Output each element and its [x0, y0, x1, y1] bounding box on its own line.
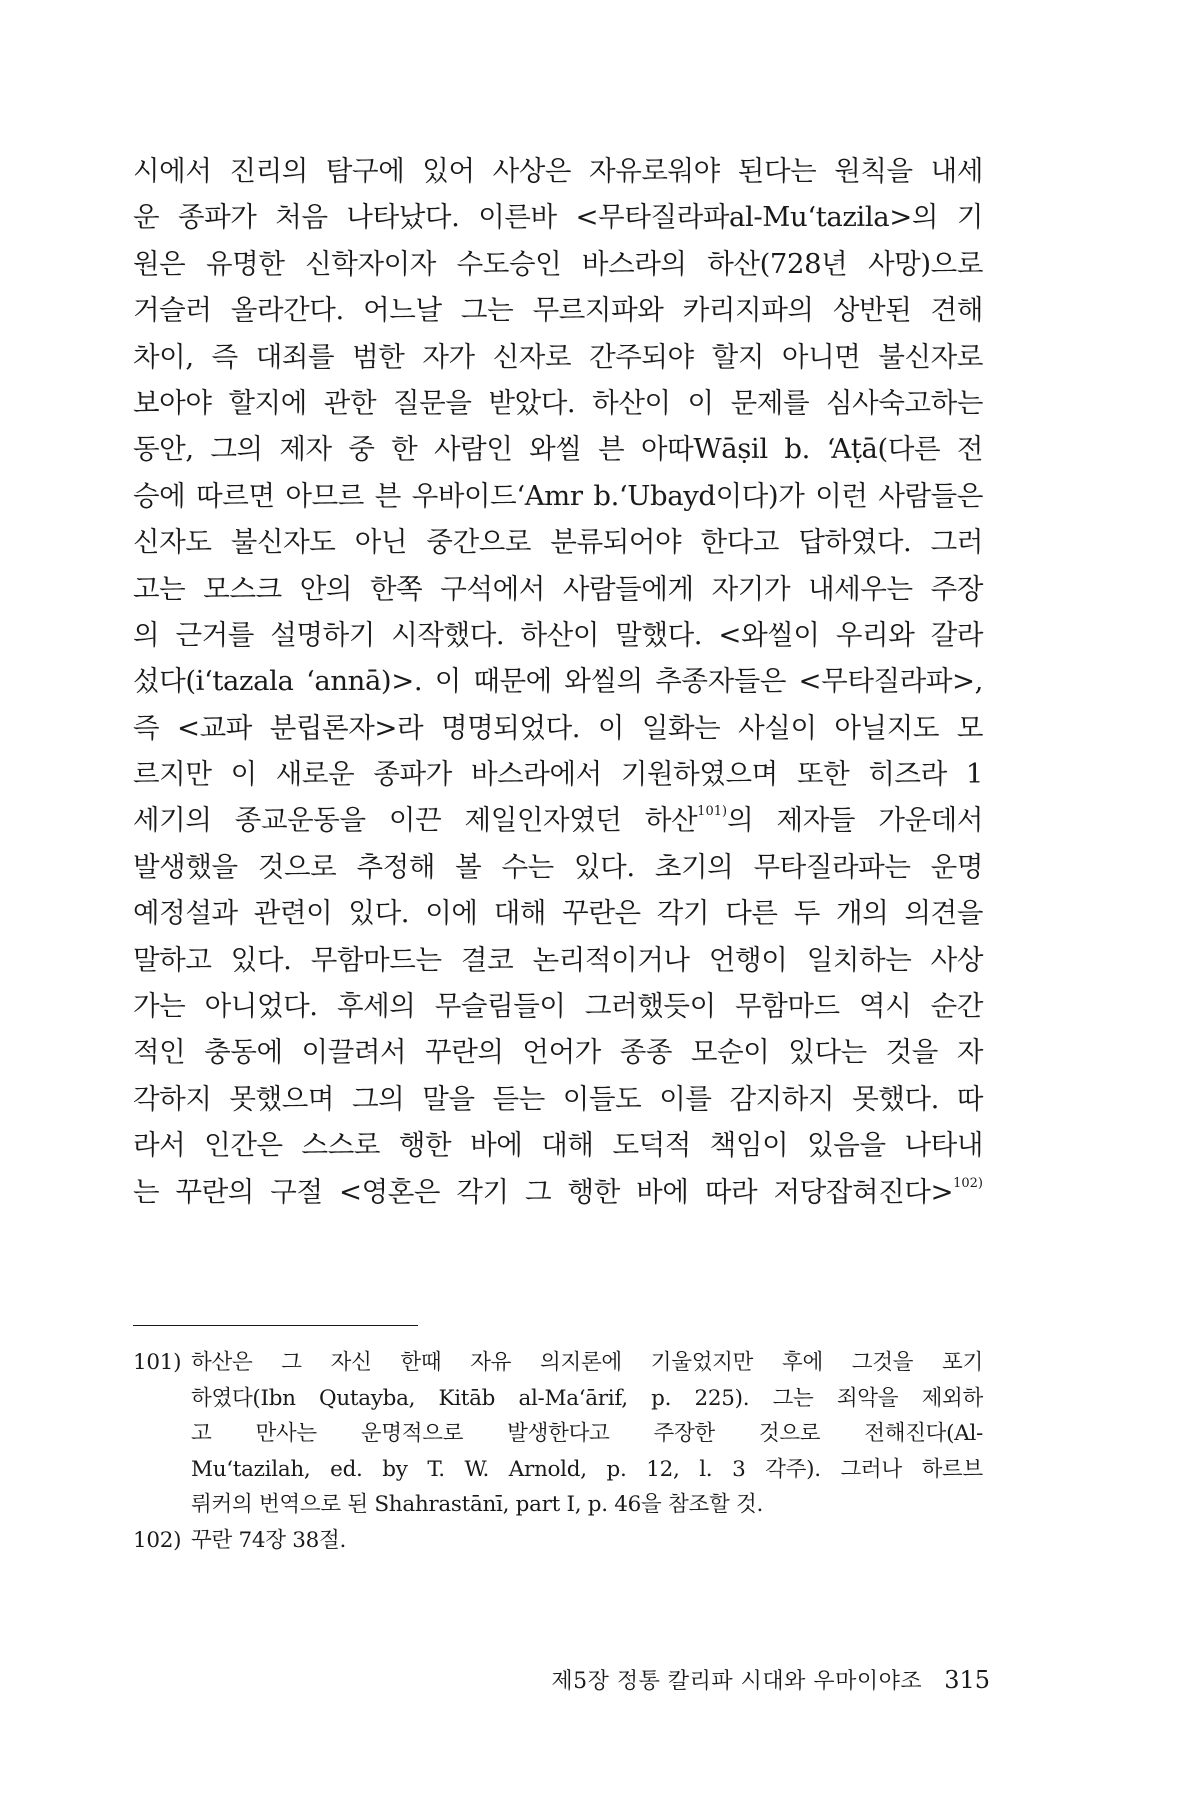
- footnote-ref-101: 101): [697, 804, 728, 820]
- text-line-12: 섰다(i‘tazala ‘annā)>. 이 때문에 와씰의 추종자들은 <무타질라파>,: [133, 665, 983, 698]
- text-line-7: 동안, 그의 제자 중 한 사람인 와씰 븐 아따Wāṣil b. ‘Aṭā(다른 전: [133, 433, 983, 466]
- text-line-11: 의 근거를 설명하기 시작했다. 하산이 말했다. <와씰이 우리와 갈라: [133, 618, 983, 651]
- text-line-22: 라서 인간은 스스로 행한 바에 대해 도덕적 책임이 있음을 나타내: [133, 1129, 983, 1162]
- text-line-4: 거슬러 올라간다. 어느날 그는 무르지파와 카리지파의 상반된 견해: [133, 294, 983, 327]
- running-footer: [551, 1665, 990, 1697]
- text-line-2: 운 종파가 처음 나타났다. 이른바 <무타질라파al-Mu‘tazila>의 기: [133, 201, 983, 234]
- text-line-8: 승에 따르면 아므르 븐 우바이드‘Amr b.‘Ubayd이다)가 이런 사람들은: [133, 479, 983, 512]
- text-line-13: 즉 <교파 분립론자>라 명명되었다. 이 일화는 사실이 아닐지도 모: [133, 711, 983, 744]
- text-line-15-start: 세기의 종교운동을 이끈 제일인자였던 하산: [133, 804, 698, 837]
- footnote-number: 102): [133, 1527, 182, 1553]
- text-line-9: 신자도 불신자도 아닌 중간으로 분류되어야 한다고 답하였다. 그러: [133, 526, 983, 559]
- text-line-18: 말하고 있다. 무함마드는 결코 논리적이거나 언행이 일치하는 사상: [133, 943, 983, 976]
- footnote-ref-102: 102): [953, 1175, 983, 1191]
- text-line-19: 가는 아니었다. 후세의 무슬림들이 그러했듯이 무함마드 역시 순간: [133, 990, 983, 1023]
- footnote-101: [133, 1345, 983, 1523]
- text-line-15: [133, 797, 983, 843]
- text-line-5: 차이, 즉 대죄를 범한 자가 신자로 간주되야 할지 아니면 불신자로: [133, 340, 983, 373]
- text-line-15-end: 의 제자들 가운데서: [727, 804, 983, 837]
- text-line-23-text: 는 꾸란의 구절 <영혼은 각기 그 행한 바에 따라 저당잡혀진다>: [133, 1175, 954, 1208]
- text-line-3: 원은 유명한 신학자이자 수도승인 바스라의 하산(728년 사망)으로: [133, 247, 983, 280]
- footnote-line: 고 만사는 운명적으로 발생한다고 주장한 것으로 전해진다(Al-: [191, 1421, 983, 1446]
- footnote-line: 꾸란 74장 38절.: [191, 1527, 346, 1553]
- footnote-102: [133, 1523, 983, 1559]
- footnote-line: 뤼커의 번역으로 된 Shahrastānī, part I, p. 46을 참조할 것.: [191, 1492, 764, 1517]
- footnote-separator: [133, 1325, 418, 1326]
- text-line-23: [133, 1169, 983, 1215]
- footnote-line: 하산은 그 자신 한때 자유 의지론에 기울었지만 후에 그것을 포기: [191, 1350, 983, 1375]
- text-line-1: 시에서 진리의 탐구에 있어 사상은 자유로워야 된다는 원칙을 내세: [133, 155, 983, 187]
- chapter-title: 제5장 정통 칼리파 시대와 우마이야조: [551, 1669, 923, 1694]
- footnote-text: [191, 1345, 983, 1523]
- text-line-20: 적인 충동에 이끌려서 꾸란의 언어가 종종 모순이 있다는 것을 자: [133, 1036, 983, 1069]
- footnote-text: [191, 1523, 983, 1559]
- text-line-14: 르지만 이 새로운 종파가 바스라에서 기원하였으며 또한 히즈라 1: [133, 758, 983, 791]
- footnote-number: 101): [133, 1350, 182, 1375]
- text-line-10: 고는 모스크 안의 한쪽 구석에서 사람들에게 자기가 내세우는 주장: [133, 572, 983, 605]
- text-line-6: 보아야 할지에 관한 질문을 받았다. 하산이 이 문제를 심사숙고하는: [133, 386, 983, 419]
- page-number: 315: [944, 1666, 990, 1694]
- footnote-line: 하였다(Ibn Qutayba, Kitāb al-Ma‘ārif, p. 225). 그는 죄악을 제외하: [191, 1385, 983, 1411]
- text-line-17: 예정설과 관련이 있다. 이에 대해 꾸란은 각기 다른 두 개의 의견을: [133, 897, 983, 930]
- main-text: [133, 148, 983, 1215]
- text-line-21: 각하지 못했으며 그의 말을 듣는 이들도 이를 감지하지 못했다. 따: [133, 1082, 983, 1115]
- text-line-16: 발생했을 것으로 추정해 볼 수는 있다. 초기의 무타질라파는 운명: [133, 850, 983, 883]
- footnotes: [133, 1345, 983, 1558]
- footnote-line: Mu‘tazilah, ed. by T. W. Arnold, p. 12, l. 3 각주). 그러나 하르브: [191, 1456, 983, 1482]
